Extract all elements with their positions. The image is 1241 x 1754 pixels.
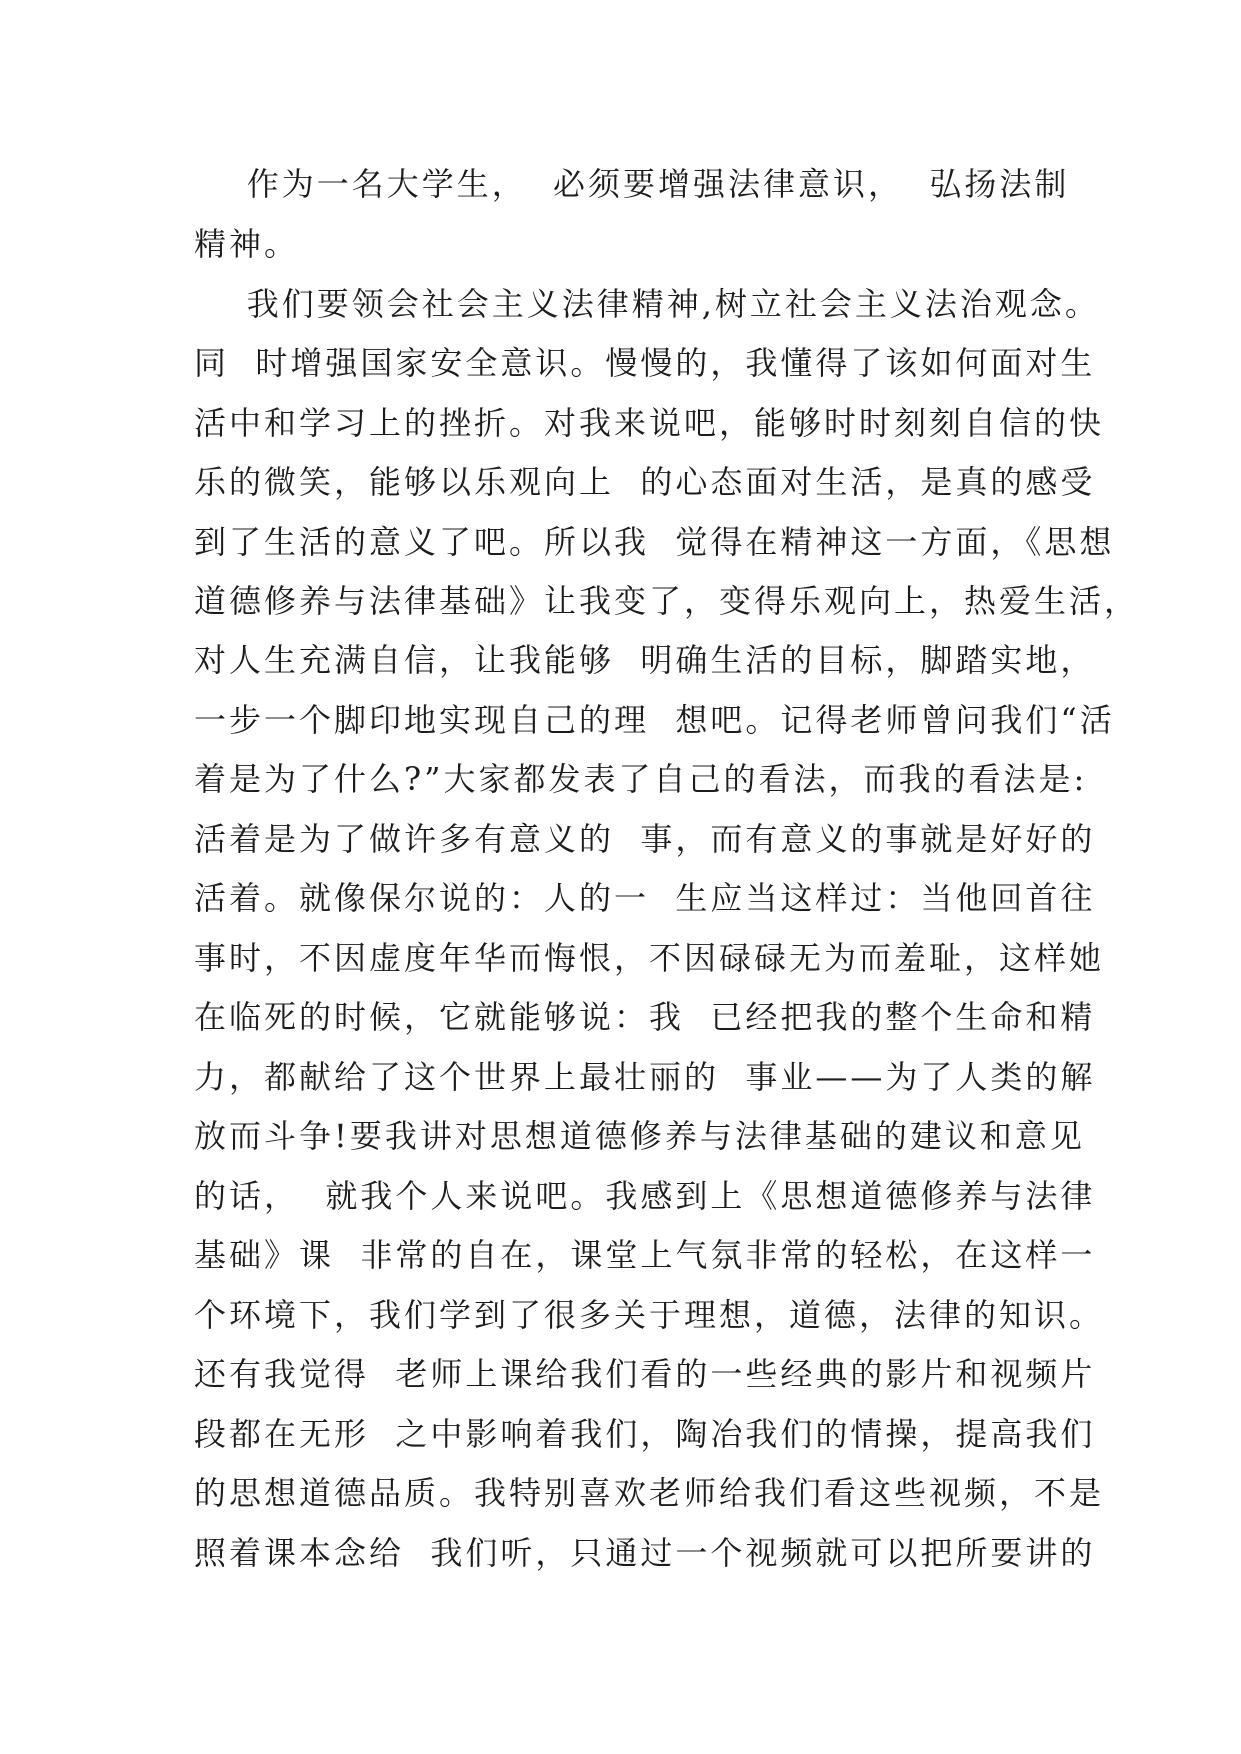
text-line: 同 时增强国家安全意识。慢慢的，我懂得了该如何面对生 (194, 344, 1096, 382)
text-line: 力，都献给了这个世界上最壮丽的 事业——为了人类的解 (194, 1058, 1096, 1096)
text-line: 在临死的时候，它就能够说：我 已经把我的整个生命和精 (194, 998, 1096, 1036)
text-line: 道德修养与法律基础》让我变了，变得乐观向上，热爱生活， (194, 582, 1140, 620)
text-line: 着是为了什么?”大家都发表了自己的看法，而我的看法是: (194, 760, 1088, 798)
text-line: 活着是为了做许多有意义的 事，而有意义的事就是好好的 (194, 820, 1096, 858)
text-line: 基础》课 非常的自在，课堂上气氛非常的轻松，在这样一 (194, 1236, 1096, 1274)
text-line: 照着课本念给 我们听，只通过一个视频就可以把所要讲的 (194, 1534, 1096, 1572)
text-line: 作为一名大学生， 必须要增强法律意识， 弘扬法制 (194, 165, 1070, 203)
text-line: 活着。就像保尔说的：人的一 生应当这样过：当他回首往 (194, 879, 1096, 917)
text-line: 还有我觉得 老师上课给我们看的一些经典的影片和视频片 (194, 1355, 1096, 1393)
text-line: 事时，不因虚度年华而悔恨，不因碌碌无为而羞耻，这样她 (194, 939, 1105, 977)
text-line: 个环境下，我们学到了很多关于理想，道德，法律的知识。 (194, 1296, 1105, 1334)
text-line: 的思想道德品质。我特别喜欢老师给我们看这些视频，不是 (194, 1474, 1105, 1512)
text-line: 一步一个脚印地实现自己的理 想吧。记得老师曾问我们“活 (194, 701, 1115, 739)
text-line: 段都在无形 之中影响着我们，陶冶我们的情操，提高我们 (194, 1415, 1096, 1453)
text-line: 精神。 (194, 225, 300, 263)
text-line: 活中和学习上的挫折。对我来说吧，能够时时刻刻自信的快 (194, 404, 1105, 442)
text-line: 对人生充满自信，让我能够 明确生活的目标，脚踏实地， (194, 641, 1096, 679)
text-line: 到了生活的意义了吧。所以我 觉得在精神这一方面，《思想 (194, 523, 1115, 561)
text-line: 我们要领会社会主义法律精神,树立社会主义法治观念。 (194, 285, 1100, 323)
text-line: 乐的微笑，能够以乐观向上 的心态面对生活，是真的感受 (194, 463, 1096, 501)
text-line: 放而斗争!要我讲对思想道德修养与法律基础的建议和意见 (194, 1117, 1085, 1155)
text-line: 的话， 就我个人来说吧。我感到上《思想道德修养与法律 (194, 1177, 1096, 1215)
